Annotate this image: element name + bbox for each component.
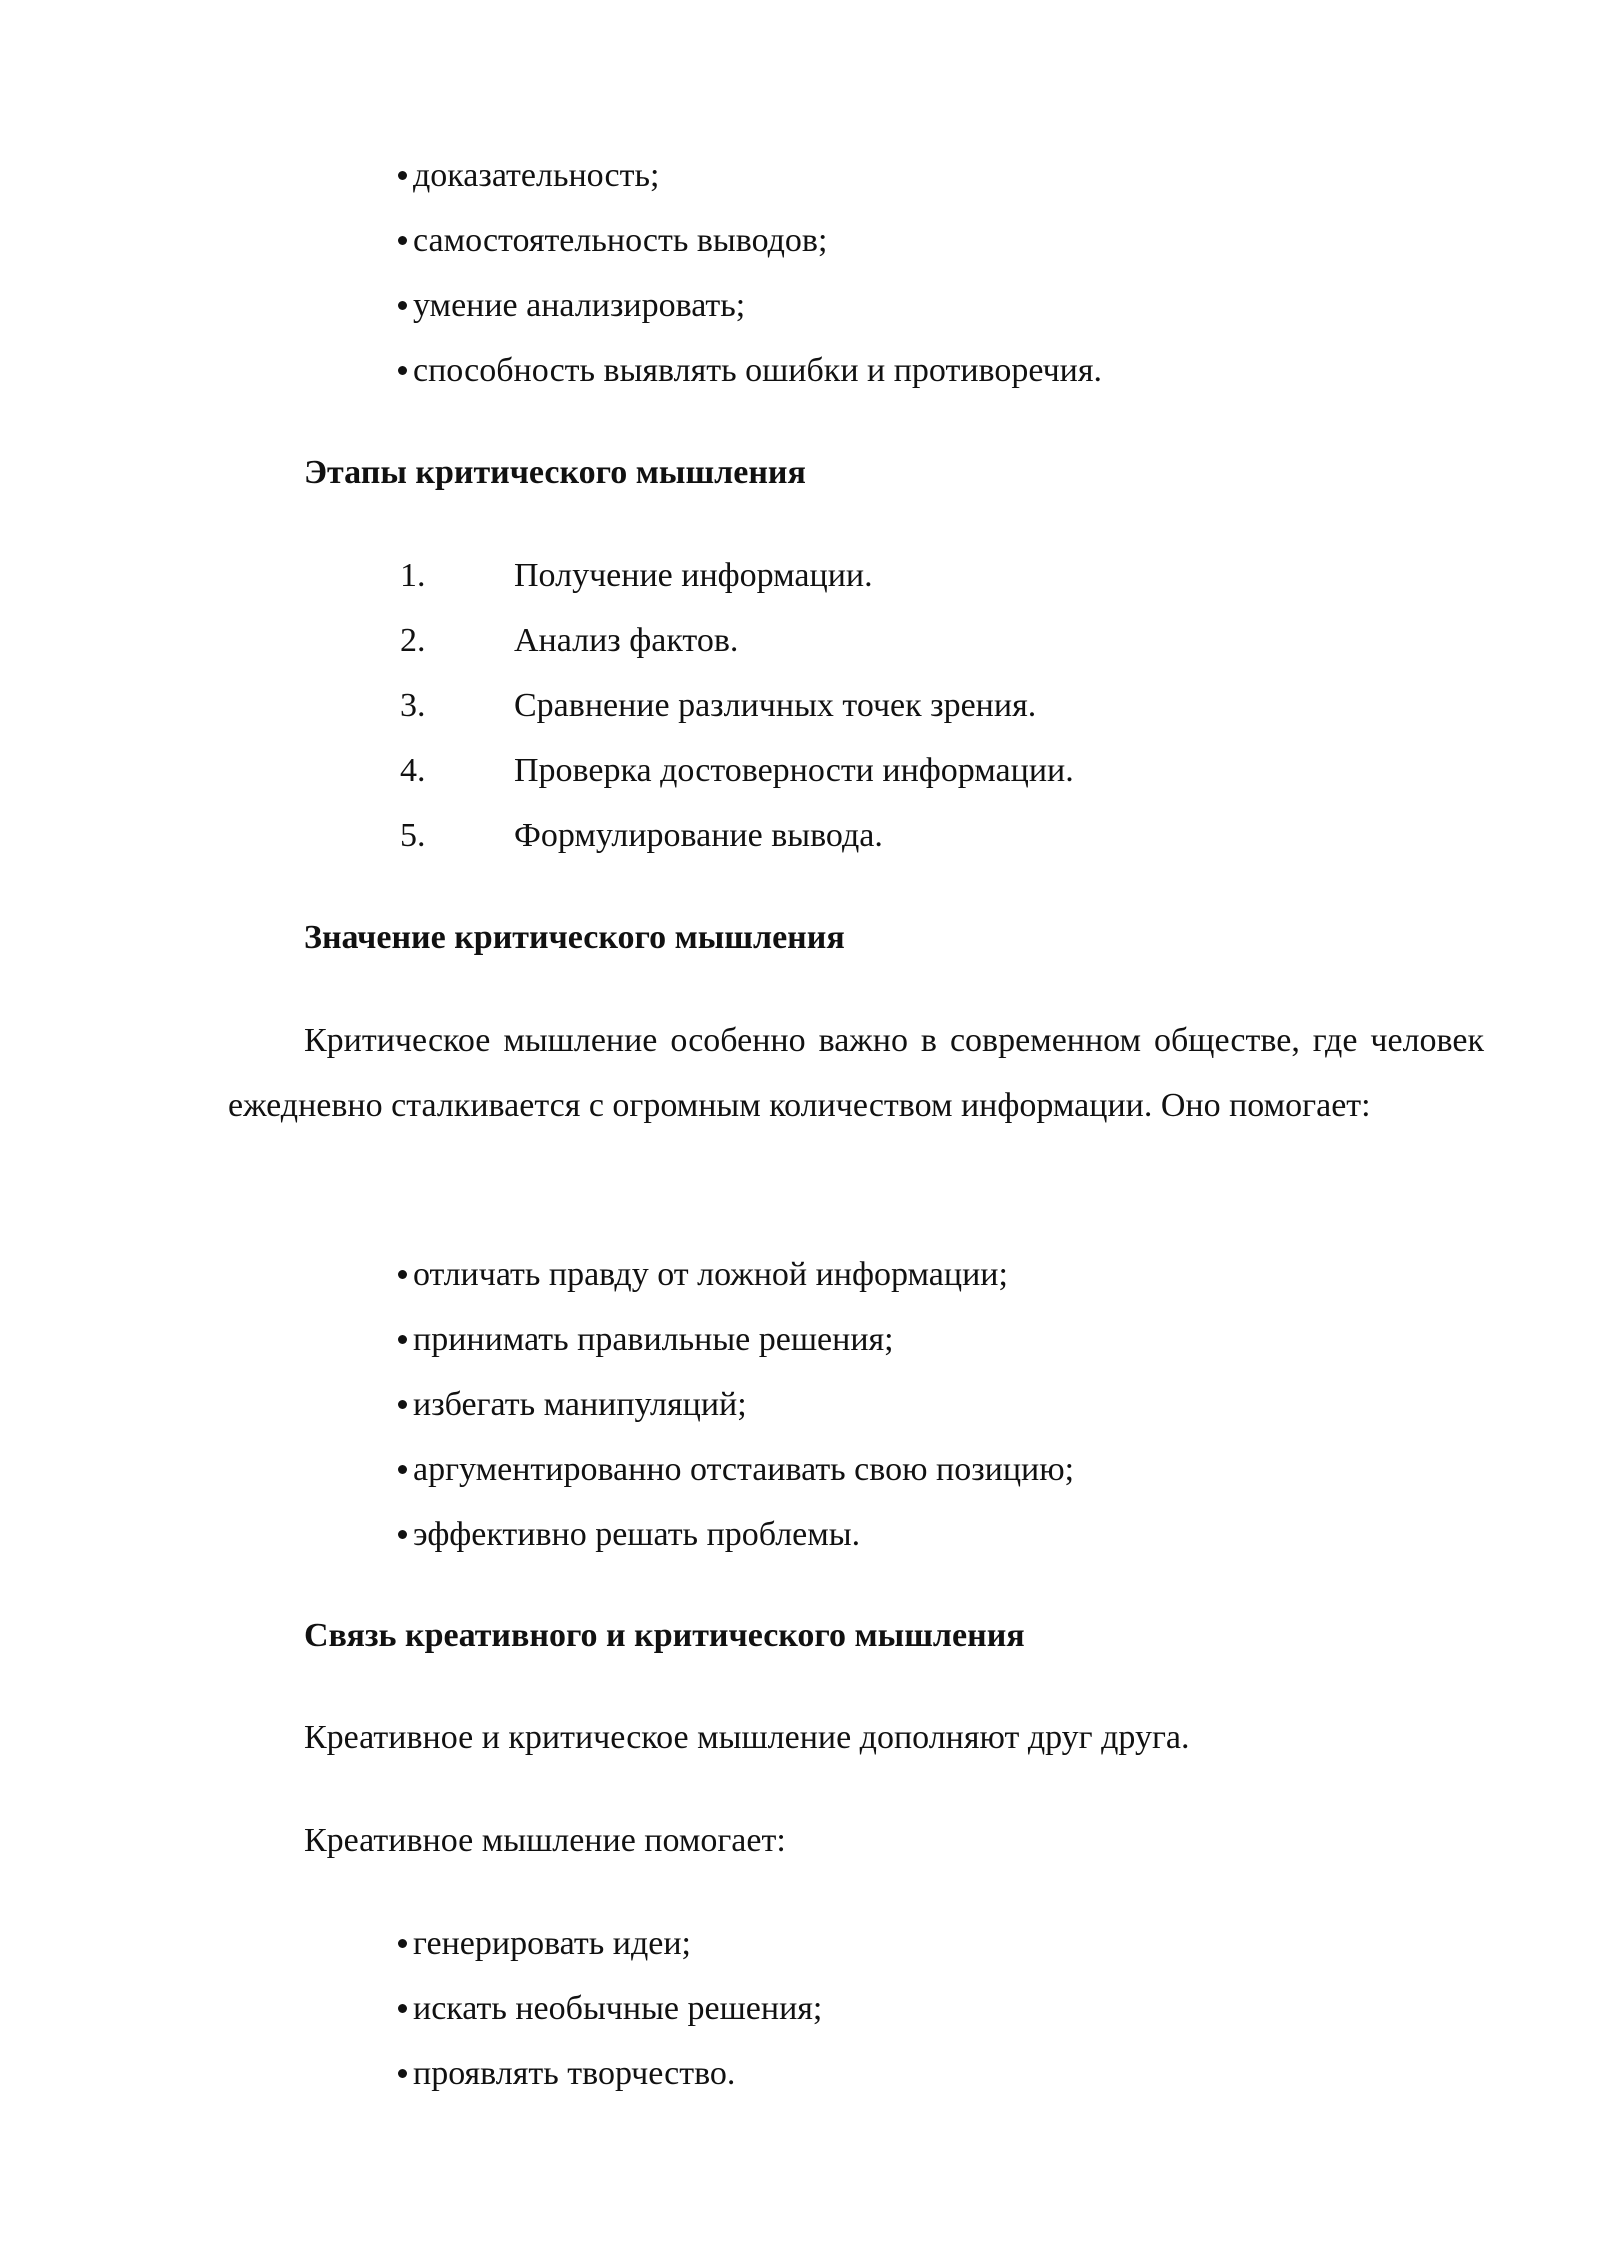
item-text: Проверка достоверности информации. (514, 752, 1074, 789)
list-item-text: доказательность; (413, 157, 660, 194)
list-item (398, 1515, 860, 1555)
list-item-text: отличать правду от ложной информации; (413, 1256, 1008, 1293)
list-item-text: умение анализировать; (413, 287, 746, 324)
link-sentence: Креативное и критическое мышление дополняют друг друга. (304, 1719, 1190, 1756)
bullet-icon (398, 1270, 407, 1279)
creative-intro: Креативное мышление помогает: (304, 1822, 786, 1859)
list-item (398, 1385, 747, 1425)
list-item (398, 1255, 1008, 1295)
list-item (398, 286, 745, 326)
bullet-icon (398, 2004, 407, 2013)
list-item (398, 2054, 735, 2094)
bullet-icon (398, 1400, 407, 1409)
item-number: 5. (400, 817, 426, 854)
list-item-text: искать необычные решения; (413, 1990, 823, 2027)
list-item (398, 1989, 822, 2029)
bullet-icon (398, 1465, 407, 1474)
bullet-icon (398, 2069, 407, 2078)
section-heading-stages: Этапы критического мышления (304, 454, 806, 491)
list-item (398, 156, 659, 196)
list-item-text: способность выявлять ошибки и противоречия. (413, 352, 1103, 389)
bullet-icon (398, 1530, 407, 1539)
item-text: Анализ фактов. (514, 622, 739, 659)
item-text: Сравнение различных точек зрения. (514, 687, 1037, 724)
bullet-icon (398, 366, 407, 375)
section-heading-link: Связь креативного и критического мышления (304, 1617, 1025, 1654)
item-number: 3. (400, 687, 426, 724)
list-item-text: проявлять творчество. (413, 2055, 736, 2092)
list-item-text: самостоятельность выводов; (413, 222, 828, 259)
item-text: Получение информации. (514, 557, 873, 594)
list-item-text: эффективно решать проблемы. (413, 1516, 861, 1553)
item-number: 2. (400, 622, 426, 659)
list-item (398, 1320, 894, 1360)
list-item-text: принимать правильные решения; (413, 1321, 894, 1358)
section-heading-meaning: Значение критического мышления (304, 919, 845, 956)
item-text: Формулирование вывода. (514, 817, 883, 854)
bullet-icon (398, 236, 407, 245)
item-number: 4. (400, 752, 426, 789)
bullet-icon (398, 1939, 407, 1948)
list-item (398, 1924, 691, 1964)
list-item-text: избегать манипуляций; (413, 1386, 747, 1423)
bullet-icon (398, 301, 407, 310)
bullet-icon (398, 1335, 407, 1344)
list-item (398, 221, 827, 261)
item-number: 1. (400, 557, 426, 594)
list-item-text: аргументированно отстаивать свою позицию; (413, 1451, 1075, 1488)
bullet-icon (398, 171, 407, 180)
list-item (398, 1450, 1074, 1490)
list-item (398, 351, 1102, 391)
meaning-paragraph: Критическое мышление особенно важно в современном обществе, где человек ежедневно сталкивается с огромным количеством информации. Оно помогает: (228, 1022, 1484, 1124)
list-item-text: генерировать идеи; (413, 1925, 691, 1962)
